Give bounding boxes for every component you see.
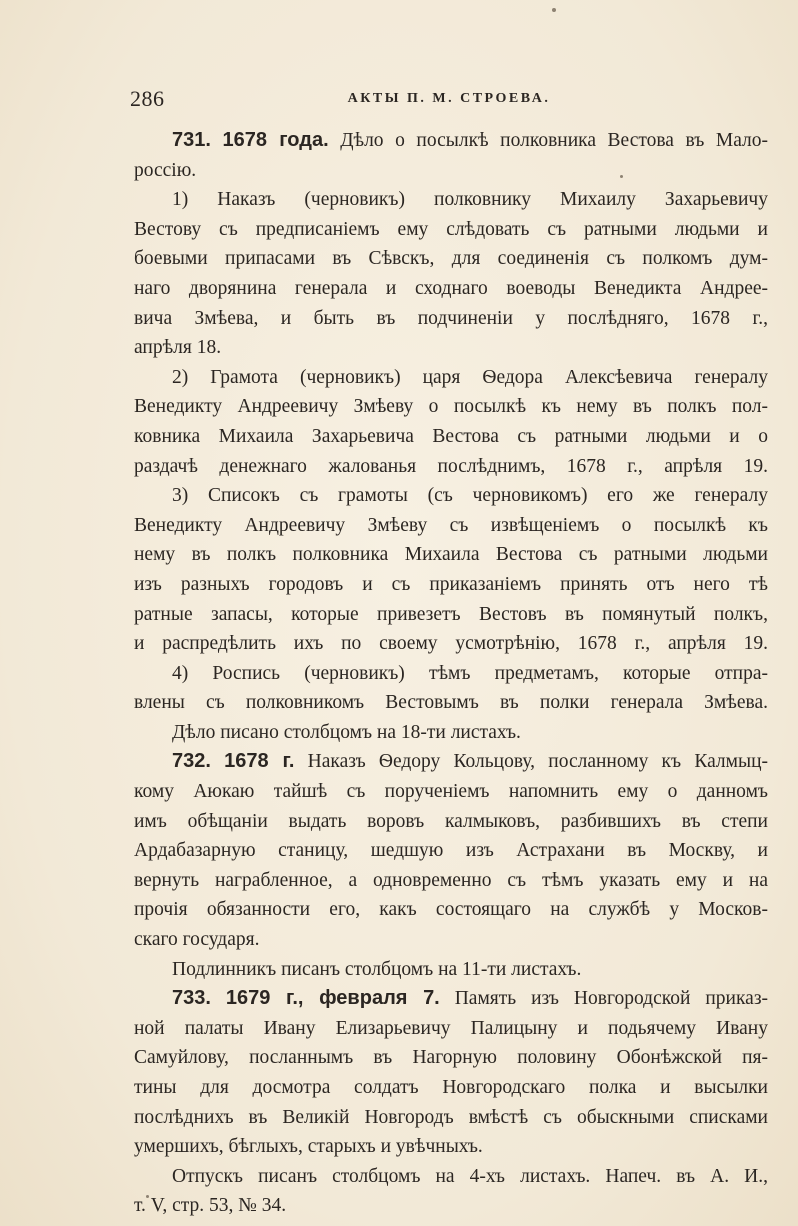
text-line: 3) Списокъ съ грамоты (съ черновикомъ) его же генералу	[172, 485, 768, 507]
text-line: имъ обѣщаніи выдать воровъ калмыковъ, разбившихъ въ степи	[134, 810, 768, 832]
text-line: изъ разныхъ городовъ и съ приказаніемъ принять отъ него тѣ	[134, 573, 768, 595]
text-line: ратные запасы, которые привезетъ Вестовъ въ помянутый полкъ,	[134, 603, 768, 625]
entry-text: Память изъ Новгородской приказ-	[454, 988, 769, 1010]
text-line: скаго государя.	[134, 929, 260, 951]
text-line: боевыми припасами въ Сѣвскъ, для соединенія съ полкомъ дум-	[134, 248, 768, 270]
page-number: 286	[130, 86, 165, 111]
running-title: АКТЫ П. М. СТРОЕВА.	[347, 91, 551, 106]
print-speck	[552, 8, 556, 12]
text-line: послѣднихъ въ Великій Новгородъ вмѣстѣ съ обыскными списками	[134, 1106, 768, 1128]
entry-number: 733.	[172, 987, 211, 1010]
text-line: ной палаты Ивану Елизарьевичу Палицыну и подьячему Ивану	[134, 1017, 768, 1039]
page-header	[126, 86, 772, 116]
text-line: Отпускъ писанъ столбцомъ на 4-хъ листахъ. Напеч. въ А. И.,	[172, 1165, 768, 1187]
entry-date: 1679 г., февраля 7.	[225, 987, 440, 1010]
text-line: Венедикту Андреевичу Змѣеву о посылкѣ къ нему въ полкъ пол-	[134, 396, 768, 418]
text-line: кому Аюкаю тайшѣ съ порученіемъ напомнить ему о данномъ	[134, 781, 768, 803]
text-line: Венедикту Андреевичу Змѣеву съ извѣщеніемъ о посылкѣ къ	[134, 514, 768, 536]
text-line: 4) Роспись (черновикъ) тѣмъ предметамъ, которые отпра-	[172, 662, 768, 684]
text-line: и распредѣлить ихъ по своему усмотрѣнію, 1678 г., апрѣля 19.	[134, 633, 768, 655]
text-line: прочія обязанности его, какъ состоящаго на службѣ у Москов-	[134, 899, 768, 921]
text-line: Самуйлову, посланнымъ въ Нагорную половину Обонѣжской пя-	[134, 1047, 768, 1069]
text-line: россію.	[134, 159, 197, 181]
text-line: т. V, стр. 53, № 34.	[134, 1195, 287, 1217]
entry-text: Дѣло о посылкѣ полковника Вестова въ Мало-	[340, 130, 769, 151]
text-line: умершихъ, бѣглыхъ, старыхъ и увѣчныхъ.	[134, 1136, 483, 1158]
text-line: вернуть награбленное, а одновременно съ тѣмъ указать ему и на	[134, 869, 768, 891]
text-line: Ардабазарную станицу, шедшую изъ Астрахани въ Москву, и	[134, 840, 768, 862]
entry-text: Наказъ Ѳедору Кольцову, посланному къ Калмыц-	[307, 751, 768, 773]
text-line: влены съ полковникомъ Вестовымъ въ полки генерала Змѣева.	[134, 692, 768, 714]
text-line: вича Змѣева, и быть въ подчиненіи у послѣдняго, 1678 г.,	[134, 307, 768, 329]
entry-heading-line	[134, 747, 768, 777]
text-line: раздачѣ денежнаго жалованья послѣднимъ, 1678 г., апрѣля 19.	[134, 455, 768, 477]
entry-date: 1678 года.	[222, 129, 329, 151]
text-line: ковника Михаила Захарьевича Вестова съ ратными людьми и о	[134, 425, 768, 447]
text-line: тины для досмотра солдатъ Новгородскаго полка и высылки	[134, 1077, 768, 1098]
entry-date: 1678 г.	[224, 750, 295, 773]
text-line: Вестову съ предписаніемъ ему слѣдовать съ ратными людьми и	[134, 218, 768, 240]
text-line: 2) Грамота (черновикъ) царя Ѳедора Алексѣевича генералу	[172, 366, 768, 388]
text-line: Подлинникъ писанъ столбцомъ на 11-ти листахъ.	[172, 958, 582, 980]
entry-number: 731.	[172, 129, 211, 151]
entry-heading-line	[134, 984, 768, 1014]
document-body	[134, 126, 768, 1221]
text-line: Дѣло писано столбцомъ на 18-ти листахъ.	[172, 721, 521, 743]
text-line: наго дворянина генерала и сходнаго воеводы Венедикта Андрее-	[134, 277, 768, 299]
entry-heading-line	[134, 126, 768, 156]
text-line: 1) Наказъ (черновикъ) полковнику Михаилу Захарьевичу	[172, 189, 768, 211]
text-line: апрѣля 18.	[134, 337, 222, 359]
text-line: нему въ полкъ полковника Михаила Вестова съ ратными людьми	[134, 544, 768, 566]
entry-number: 732.	[172, 750, 211, 773]
